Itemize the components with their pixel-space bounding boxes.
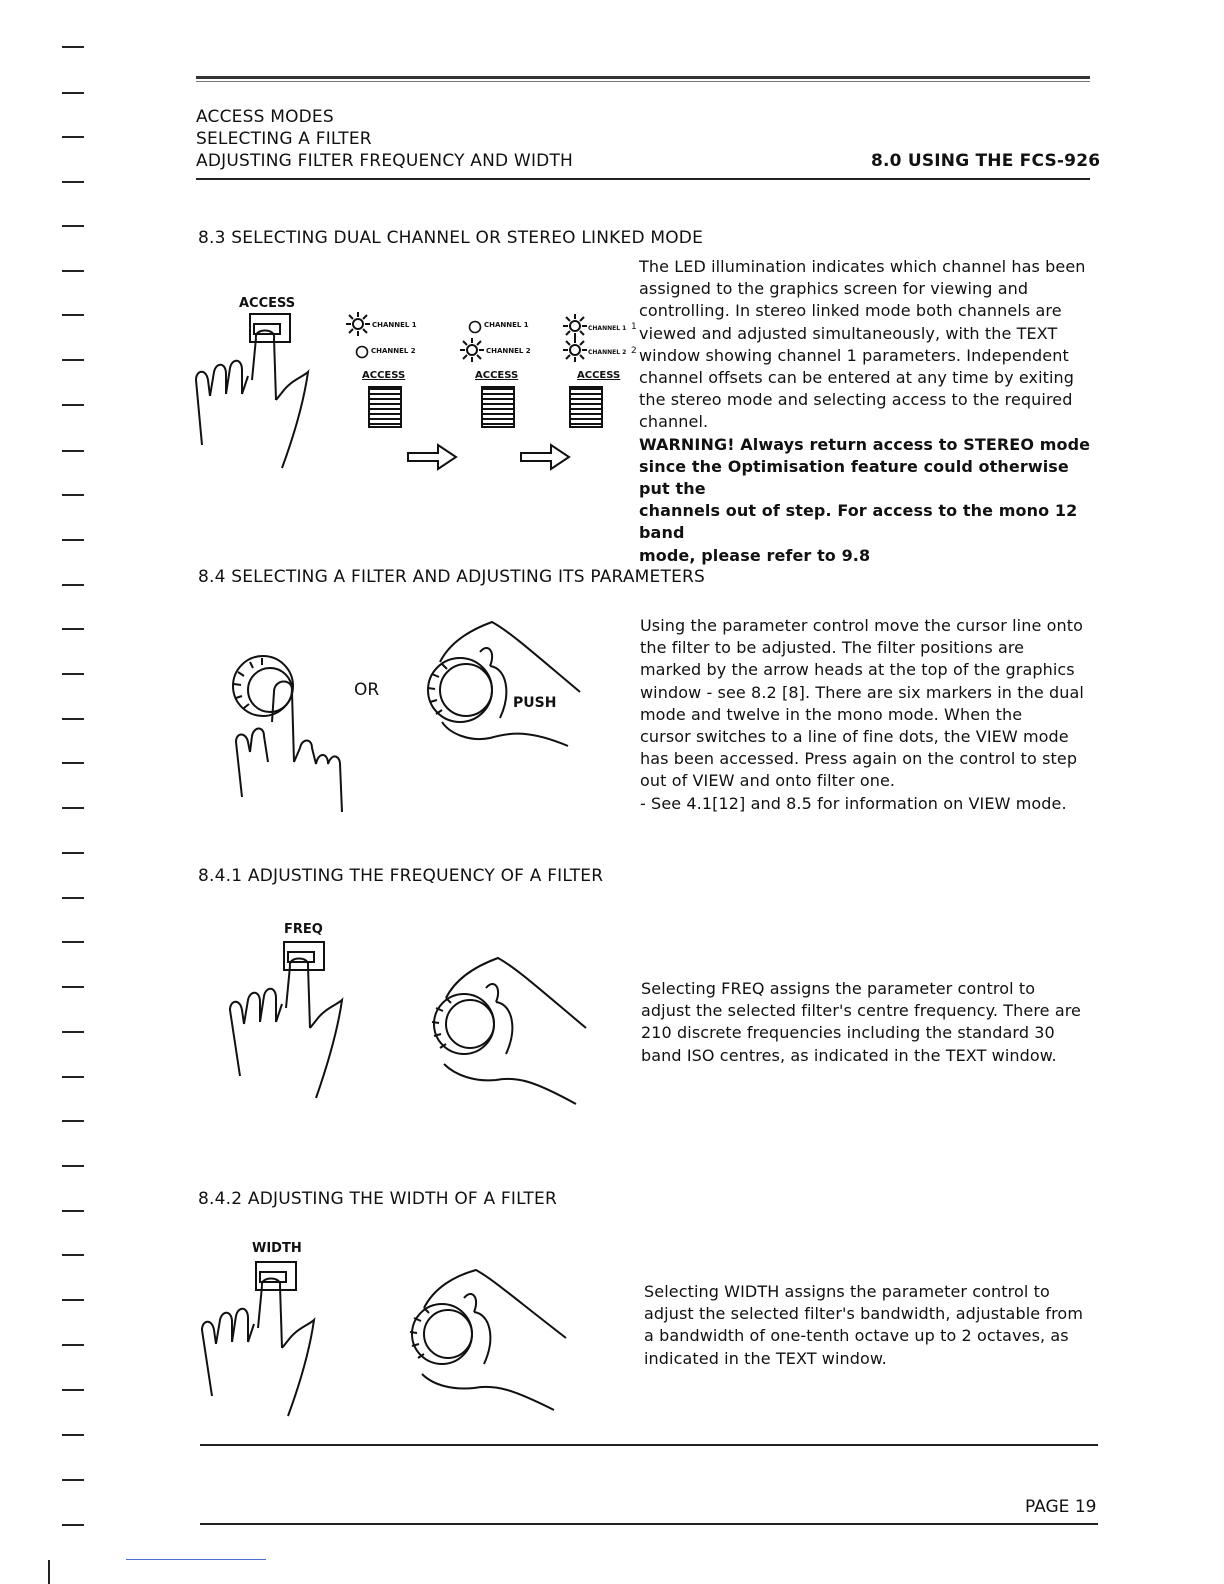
panel2-ch1-label: CHANNEL 1 bbox=[484, 321, 529, 329]
s84-text-line: window - see 8.2 [8]. There are six markers in the dual bbox=[640, 682, 1084, 702]
panel1-access-button[interactable] bbox=[368, 386, 402, 428]
s83-text-line: channel. bbox=[639, 412, 709, 432]
s842-text-line: a bandwidth of one-tenth octave up to 2 octaves, as bbox=[644, 1326, 1069, 1346]
header-rule-top-thin bbox=[196, 81, 1090, 82]
s841-text-line: 210 discrete frequencies including the standard 30 bbox=[641, 1023, 1055, 1043]
hand-press-access-illustration bbox=[192, 310, 332, 475]
panel2-access-caption: ACCESS bbox=[475, 370, 519, 381]
section-8-4-title: 8.4 SELECTING A FILTER AND ADJUSTING ITS PARAMETERS bbox=[198, 567, 706, 587]
panel1-ch1-label: CHANNEL 1 bbox=[372, 321, 417, 329]
page-number: PAGE 19 bbox=[1025, 1497, 1097, 1517]
s842-text-line: indicated in the TEXT window. bbox=[644, 1348, 887, 1368]
section-8-4-1-title: 8.4.1 ADJUSTING THE FREQUENCY OF A FILTER bbox=[198, 866, 604, 886]
warning-line: channels out of step. For access to the mono 12 band bbox=[639, 501, 1078, 543]
s83-text-line: controlling. In stereo linked mode both channels are bbox=[639, 301, 1062, 321]
led-sun-ch2-panel3-icon bbox=[563, 338, 587, 362]
finger-push-knob-illustration bbox=[228, 652, 358, 817]
section-8-3-title: 8.3 SELECTING DUAL CHANNEL OR STEREO LINKED MODE bbox=[198, 228, 704, 248]
panel1-access-caption: ACCESS bbox=[362, 370, 406, 381]
warning-line: since the Optimisation feature could otherwise put the bbox=[639, 456, 1069, 499]
panel3-access-button[interactable] bbox=[569, 386, 603, 428]
panel3-ch2-number: 2 bbox=[631, 346, 637, 356]
section-8-4-2-text bbox=[644, 1281, 1104, 1370]
section-8-3-text bbox=[639, 256, 1099, 567]
warning-line: mode, please refer to 9.8 bbox=[639, 545, 871, 565]
hand-press-width-illustration bbox=[198, 1258, 328, 1423]
hand-turn-knob-freq-illustration bbox=[426, 958, 591, 1108]
panel3-access-caption: ACCESS bbox=[577, 370, 621, 381]
warning-line: WARNING! Always return access to STEREO mode bbox=[639, 434, 1091, 454]
width-label: WIDTH bbox=[252, 1241, 302, 1256]
s84-text-line: has been accessed. Press again on the control to step bbox=[640, 749, 1078, 769]
s84-text-line: the filter to be adjusted. The filter positions are bbox=[640, 638, 1025, 658]
s84-text-line: marked by the arrow heads at the top of the graphics bbox=[640, 660, 1075, 680]
arrow-right-1-icon bbox=[406, 443, 458, 471]
s83-text-line: channel offsets can be entered at any time by exiting bbox=[639, 368, 1075, 388]
led-off-ch1-panel2-icon bbox=[468, 320, 482, 334]
panel1-ch2-label: CHANNEL 2 bbox=[371, 347, 416, 355]
freq-label: FREQ bbox=[284, 922, 323, 937]
section-8-4-text bbox=[640, 615, 1100, 815]
s842-text-line: Selecting WIDTH assigns the parameter control to bbox=[644, 1282, 1050, 1301]
panel2-ch2-label: CHANNEL 2 bbox=[486, 347, 531, 355]
access-label: ACCESS bbox=[239, 296, 296, 311]
s84-text-line: out of VIEW and onto filter one. bbox=[640, 771, 896, 791]
s83-text-line: assigned to the graphics screen for viewing and bbox=[639, 279, 1029, 299]
s84-text-line: mode and twelve in the mono mode. When the bbox=[640, 704, 1023, 724]
panel3-ch1-number: 1 bbox=[631, 322, 637, 332]
hand-press-freq-illustration bbox=[226, 938, 356, 1103]
push-label: PUSH bbox=[513, 695, 557, 711]
led-sun-ch2-panel2-icon bbox=[460, 338, 484, 362]
header-rule-top bbox=[196, 76, 1090, 79]
hand-turn-knob-width-illustration bbox=[404, 1270, 569, 1415]
s83-text-line: window showing channel 1 parameters. Independent bbox=[639, 345, 1069, 365]
header-line-3: ADJUSTING FILTER FREQUENCY AND WIDTH bbox=[196, 151, 574, 171]
panel3-ch1-label: CHANNEL 1 bbox=[588, 325, 627, 332]
section-8-4-1-text bbox=[641, 978, 1101, 1067]
header-rule-bottom bbox=[196, 178, 1090, 180]
arrow-right-2-icon bbox=[519, 443, 571, 471]
s83-text-line: the stereo mode and selecting access to the required bbox=[639, 390, 1073, 410]
s83-text-line: The LED illumination indicates which channel has been bbox=[639, 257, 1086, 276]
s83-text-line: viewed and adjusted simultaneously, with the TEXT bbox=[639, 323, 1058, 343]
led-sun-ch1-panel1-icon bbox=[346, 312, 370, 336]
panel2-access-button[interactable] bbox=[481, 386, 515, 428]
s84-text-line: - See 4.1[12] and 8.5 for information on VIEW mode. bbox=[640, 793, 1067, 813]
header-line-1: ACCESS MODES bbox=[196, 107, 334, 127]
led-off-ch2-panel1-icon bbox=[355, 345, 369, 359]
chapter-title: 8.0 USING THE FCS-926 bbox=[871, 151, 1101, 171]
panel3-ch2-label: CHANNEL 2 bbox=[588, 349, 627, 356]
s841-text-line: adjust the selected filter's centre frequency. There are bbox=[641, 1001, 1081, 1021]
s841-text-line: Selecting FREQ assigns the parameter control to bbox=[641, 979, 1036, 998]
header-line-2: SELECTING A FILTER bbox=[196, 129, 372, 149]
running-header bbox=[196, 106, 573, 172]
s84-text-line: cursor switches to a line of fine dots, the VIEW mode bbox=[640, 727, 1069, 747]
s842-text-line: adjust the selected filter's bandwidth, adjustable from bbox=[644, 1304, 1084, 1324]
s84-text-line: Using the parameter control move the cursor line onto bbox=[640, 616, 1083, 635]
led-sun-ch1-panel3-icon bbox=[563, 314, 587, 338]
section-8-4-2-title: 8.4.2 ADJUSTING THE WIDTH OF A FILTER bbox=[198, 1189, 557, 1209]
or-label: OR bbox=[354, 680, 380, 700]
s841-text-line: band ISO centres, as indicated in the TEXT window. bbox=[641, 1045, 1057, 1065]
footer-rule-top bbox=[200, 1444, 1098, 1446]
hand-turn-knob-push-illustration bbox=[420, 622, 585, 752]
footer-rule-bottom bbox=[200, 1523, 1098, 1525]
